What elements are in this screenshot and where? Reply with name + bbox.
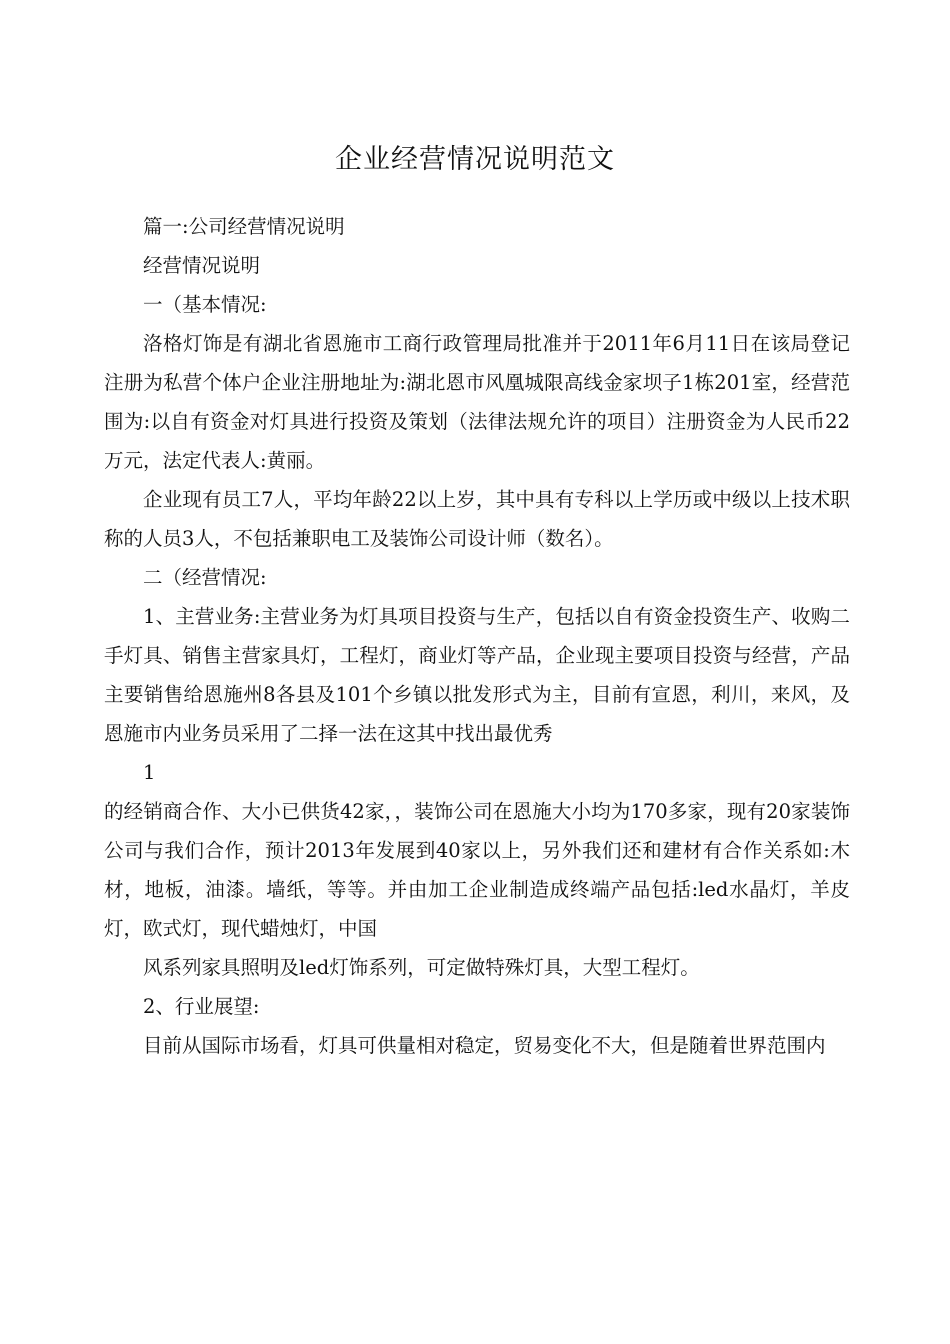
page-number: 1: [143, 761, 156, 784]
paragraph-employees: 企业现有员工7人，平均年龄22以上岁，其中具有专科以上学历或中级以上技术职称的人员3人，不包括兼职电工及装饰公司设计师（数名）。: [104, 488, 850, 550]
section-heading-part-one: 篇一:公司经营情况说明: [143, 215, 345, 238]
document-title: 企业经营情况说明范文: [335, 144, 615, 175]
paragraph-dealers: 的经销商合作、大小已供货42家，，装饰公司在恩施大小均为170多家，现有20家装饰公司与我们合作，预计2013年发展到40家以上，另外我们还和建材有合作关系如:木材，地板，油漆。墙纸，等等。并由加工企业制造成终端产品包括:led水晶灯，羊皮灯，欧式灯，现代蜡烛灯，中国: [104, 800, 850, 940]
document-body: [104, 207, 850, 1065]
paragraph-main-business: 1、主营业务:主营业务为灯具项目投资与生产，包括以自有资金投资生产、收购二手灯具、销售主营家具灯，工程灯，商业灯等产品，企业现主要项目投资与经营，产品主要销售给恩施州8各县及101个乡镇以批发形式为主，目前有宣恩，利川，来风，及恩施市内业务员采用了二择一法在这其中找出最优秀: [104, 605, 850, 745]
heading-basic-situation: 一（基本情况:: [143, 293, 267, 316]
heading-industry-outlook: 2、行业展望:: [143, 995, 260, 1018]
subheading-business-overview: 经营情况说明: [143, 254, 261, 277]
paragraph-company-registration: 洛格灯饰是有湖北省恩施市工商行政管理局批准并于2011年6月11日在该局登记注册为私营个体户企业注册地址为:湖北恩市风凰城限高线金家坝子1栋201室，经营范围为:以自有资金对灯具进行投资及策划（法律法规允许的项目）注册资金为人民币22万元，法定代表人:黄丽。: [104, 332, 850, 472]
heading-operating-situation: 二（经营情况:: [143, 566, 267, 589]
paragraph-market-outlook: 目前从国际市场看，灯具可供量相对稳定，贸易变化不大，但是随着世界范围内: [143, 1034, 826, 1057]
paragraph-product-series: 风系列家具照明及led灯饰系列，可定做特殊灯具，大型工程灯。: [143, 956, 700, 979]
